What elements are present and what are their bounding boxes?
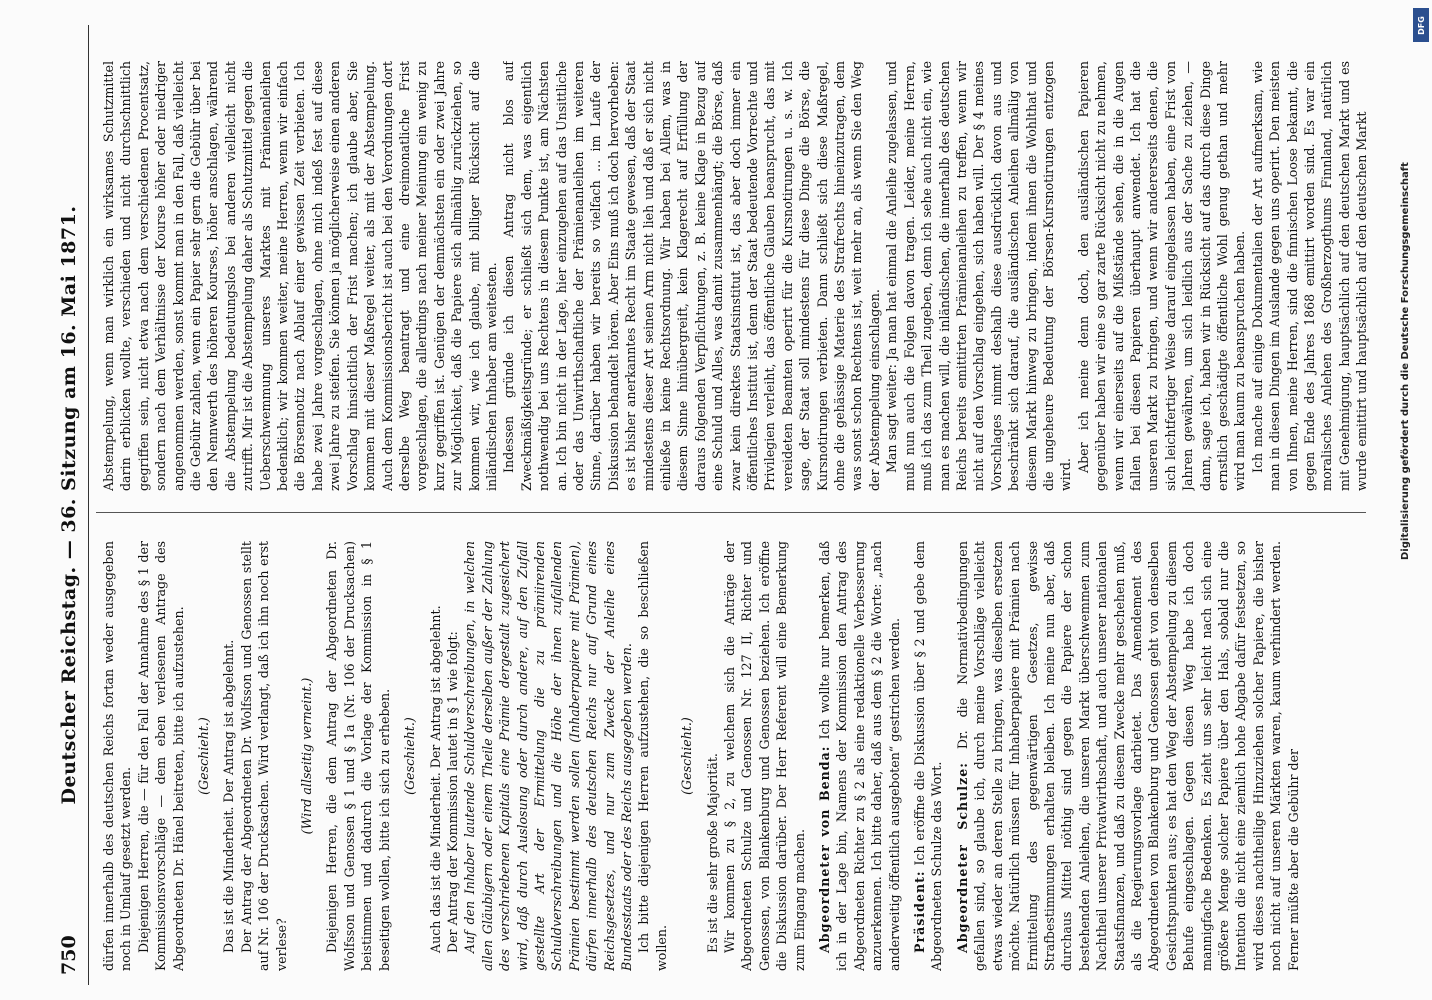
running-head: Deutscher Reichstag. — 36. Sitzung am 16. Mai 1871. xyxy=(58,205,80,805)
stage-direction: (Geschieht.) xyxy=(402,717,418,795)
paragraph: Abstempelung, wenn man wirklich ein wirksames Schutzmittel darin erblicken wollte, verschieden und nicht durchschnittlich gegriffen sein, nicht etwa nach dem verschiedenen Procentsatz, sondern nach dem Verhältnisse der Kourse höher oder niedriger angenommen werden, sonst kommt man in den Fall, daß vielleicht die Gebühr zahlen, wenn ein Papier sehr gern die Gebühr über bei den Nennwerth des höheren Kourses, höher anschlagen, während die Abstempelung bedeutungslos bei anderen vielleicht nicht zutrifft. Mir ist die Abstempelung daher als Schutzmittel gegen die Ueberschwemmung unseres Marktes mit Prämienanleihen bedenklich; wir kommen weiter, meine Herren, wenn wir einfach die Börsennotiz nach Ablauf einer gewissen Zeit verbieten. Ich habe zwei Jahre vorgeschlagen, ohne mich indeß fest auf diese zwei Jahre zu steifen. Sie können ja möglicherweise einen anderen Vorschlag hinsichtlich der Frist machen; ich glaube aber, Sie kommen mit dieser Maßregel weiter, als mit der Abstempelung. Auch dem Kommissionsbericht ist auch bei den Verordnungen dort derselbe Weg beantragt und eine dreimonatliche Frist vorgeschlagen, die allerdings nach meiner Meinung ein wenig zu kurz gegriffen ist. Genügen der demnächsten ein oder zwei Jahre zur Möglichkeit, daß die Papiere sich allmählig zurückziehen, so kommen wir, wie ich glaube, mit billiger Rücksicht auf die inländischen Inhaber am weitesten. xyxy=(101,61,499,491)
speech-text: Dr. die Normativbedingungen gefallen sind, so glaube ich, durch meine Vorschläge vielleicht etwas wieder an deren Stelle zu bringen, was dieselben ersetzen möchte. Natürlich müssen für Inhaberpapiere mit Prämien nach Ermittelung des gegenwärtigen Gesetzes, gewisse Strafbestimmungen erhalten bleiben. Ich meine nun aber, daß durchaus Mittel nöthig sind gegen die Papiere der schon bestehenden Anleihen, die unseren Markt überschwemmen zum Nachtheil unserer Privatwirthschaft, und auch unserer nationalen Staatsfinanzen, und daß zu diesem Zwecke mehr geschehen muß, als die Regierungsvorlage darbietet. Das Amendement des Abgeordneten von Blankenburg und Genossen geht von denselben Gesichtspunkten aus; es hat den Weg der Abstempelung zu diesem Behufe eingeschlagen. Gegen diesen Weg habe ich doch mannigfache Bedenken. Es zieht uns sehr leicht nach sich eine größere Menge solcher Papiere über den Hals, sobald nur die Intention die nicht eine ziemlich hohe Abgabe dafür festsetzen, so wird dieses nachtheilige Hinzuziehen solcher Papiere, die bisher noch nicht auf unseren Märkten waren, kaum verhindert werden. Ferner müßte aber die Gebühr der xyxy=(954,541,1301,971)
stage-direction: (Geschieht.) xyxy=(679,717,695,795)
paragraph: Man sagt weiter: Ja man hat einmal die Anleihe zugelassen, und muß nun auch die Folgen davon tragen. Leider, meine Herren, muß ich das zum Theil zugeben, denn ich sehe auch nicht ein, wie man es machen will, die inländischen, die innerhalb des deutschen Reichs bereits emittirten Prämienanleihen zu treffen, wenn wir nicht auf den Vorschlag eingehen, sich haben will. Der § 4 meines Vorschlages nimmt deshalb diese ausdrücklich davon aus und beschränkt sich darauf, die ausländischen Anleihen allmälig von diesem Markt hinweg zu bringen, indem ihnen die Wohlthat und die ungeheure Bedeutung der Börsen-Kursnotirungen entzogen wird. xyxy=(884,61,1074,491)
page-header xyxy=(52,25,89,985)
paragraph: Wir kommen zu § 2, zu welchem sich die Anträge der Abgeordneten Schulze und Genossen Nr. 127 II, Richter und Genossen, von Blankenburg und Genossen beziehen. Ich eröffne die Diskussion darüber. Der Herr Referent will eine Bemerkung zum Eingang machen. xyxy=(722,541,807,971)
speech xyxy=(954,541,1302,971)
paragraph: Auch das ist die Minderheit. Der Antrag ist abgelehnt. xyxy=(427,605,443,953)
column-divider xyxy=(96,512,1366,513)
paragraph: dürfen innerhalb des deutschen Reichs fortan weder ausgegeben noch in Umlauf gesetzt werden. xyxy=(101,541,134,971)
right-column xyxy=(100,61,1380,491)
speech-text: Ich eröffne die Diskussion über § 2 und gebe dem Abgeordneten Schulze das Wort. xyxy=(912,541,945,971)
speaker-name: Abgeordneter von Benda: xyxy=(817,745,833,953)
paragraph: Ich mache auf einige Dokumentalien der Art aufmerksam, wie man in diesen Dingen im Auslande gegen uns operirt. Den meisten von Ihnen, meine Herren, sind die finnischen Loose bekannt, die gegen Ende des Jahres 1868 emittirt worden sind. Es war ein moralisches Anlehen des Großherzogthums Finnland, natürlich mit Genehmigung, hauptsächlich auf den deutschen Markt und es wurde emittirt und hauptsächlich auf den deutschen Markt xyxy=(1249,61,1370,491)
left-column xyxy=(100,541,1380,971)
paragraph: Ich bitte diejenigen Herren aufzustehen, die so beschließen wollen. xyxy=(636,541,669,971)
speaker-name: Abgeordneter Schulze: xyxy=(954,762,970,953)
speech-text: Ich wollte nur bemerken, daß ich in der Lage bin, Namens der Kommission den Antrag des Abgeordneten Richter zu § 2 als eine redaktionelle Verbesserung anzuerkennen. Ich bitte daher, daß aus dem § 2 die Worte: „nach anderweitig öffentlich ausgeboten“ gestrichen werden. xyxy=(817,541,902,971)
paragraph: Indessen gründe ich diesen Antrag nicht blos auf Zweckmäßigkeitsgründe; er schließt sich dem, was eigentlich nothwendig bei uns Rechtens in diesem Punkte ist, am Nächsten an. Ich bin nicht in der Lage, hier einzugehen auf das Unsittliche oder das Unwirthschaftliche der Prämienanleihen im weiteren Sinne, darüber haben wir bereits so vielfach ... im Laufe der Diskussion behandelt hören. Aber Eins muß ich doch hervorheben: es ist bisher anerkanntes Recht im Staate gewesen, daß der Staat mindestens dieser Art seinen Arm nicht lieh und daß er sich nicht einließe in keine Rechtsordnung. Wir haben bei Allem, was in diesem Sinne hinübergreift, kein Klagerecht auf Erfüllung der daraus folgenden Verpflichtungen, z. B. keine Klage in Bezug auf eine Schuld und Alles, was damit zusammenhängt; die Börse, daß zwar kein direktes Staatsinstitut ist, das aber doch immer ein öffentliches Institut ist, denn der Staat bedeutende Vorrechte und Privilegien verleiht, das öffentliche Glauben beansprucht, das mit vereideten Beamten operirt für die Kursnotirungen u. s. w. Ich sage, der Staat soll mindestens für diese Dinge die Börse, die Kursnotirungen verbieten. Dann schließt sich diese Maßregel, ohne die gehässige Materie des Strafrechts hineinzutragen, dem was sonst schon Rechtens ist, weit mehr an, als wenn Sie den Weg der Abstempelung einschlagen. xyxy=(501,61,882,491)
paragraph: Diejenigen Herren, die — für den Fall der Annahme des § 1 der Kommissionsvorschläge — dem eben verlesenen Antrage des Abgeordneten Dr. Hänel beitreten, bitte ich aufzustehen. xyxy=(135,541,186,971)
paragraph: Aber ich meine denn doch, den ausländischen Papieren gegenüber haben wir eine so gar zarte Rücksicht nicht zu nehmen, wenn wir einerseits auf die Mißstände sehen, die in die Augen fallen bei diesen Papieren überhaupt anwendet. Ich hat die unseren Markt zu bringen, und wenn wir andererseits denen, die sich leichtfertiger Weise darauf eingelassen haben, eine Frist von Jahren gewähren, um sich leidlich aus der Sache zu ziehen, — dann, sage ich, haben wir in Rücksicht auf das durch diese Dinge ernstlich geschädigte öffentliche Wohl genug gethan und mehr wird man kaum zu beanspruchen haben. xyxy=(1075,61,1248,491)
paragraph: Das ist die Minderheit. Der Antrag ist abgelehnt. xyxy=(221,639,237,953)
stage-direction: (Geschieht.) xyxy=(196,717,212,795)
rotated-page-content xyxy=(52,25,1392,985)
speaker-name: Präsident: xyxy=(912,870,928,953)
motion-text: Auf den Inhaber lautende Schuldverschreibungen, in welchen allen Gläubigern oder einem Theile derselben außer der Zahlung des verschriebenen Kapitals eine Prämie dergestalt zugesichert wird, daß durch Auslosung oder durch andere, auf den Zufall gestellte Art der Ermittelung die zu prämiirenden Schuldverschreibungen und die Höhe der ihnen zufallenden Prämien bestimmt werden sollen (Inhaberpapiere mit Prämien), dürfen innerhalb des deutschen Reichs nur auf Grund eines Reichsgesetzes, und nur zum Zwecke der Anleihe eines Bundesstaats oder des Reichs ausgegeben werden. xyxy=(462,541,634,971)
speech xyxy=(911,541,946,971)
paragraph: Diejenigen Herren, die dem Antrag der Abgeordneten Dr. Wolfsson und Genossen § 1 und § 1a (Nr. 106 der Drucksachen) beistimmen und dadurch die Vorlage der Kommission in § 1 beseitigen wollen, bitte ich sich zu erheben. xyxy=(324,541,392,971)
stage-direction: (Wird allseitig verneint.) xyxy=(299,677,315,835)
speech xyxy=(816,541,903,971)
dfg-logo: DFG xyxy=(1413,8,1429,42)
paragraph: Der Antrag der Kommission lautet in § 1 wie folgt: xyxy=(444,631,460,953)
paragraph: Es ist die sehr große Majorität. xyxy=(704,753,720,953)
page-number: 750 xyxy=(58,935,80,975)
digitization-credit: Digitalisierung gefördert durch die Deutsche Forschungsgemeinschaft xyxy=(1400,162,1411,560)
paragraph: Der Antrag der Abgeordneten Dr. Wolfsson und Genossen stellt auf Nr. 106 der Drucksachen. Wird verlangt, daß ich ihn noch erst verlese? xyxy=(238,541,289,971)
